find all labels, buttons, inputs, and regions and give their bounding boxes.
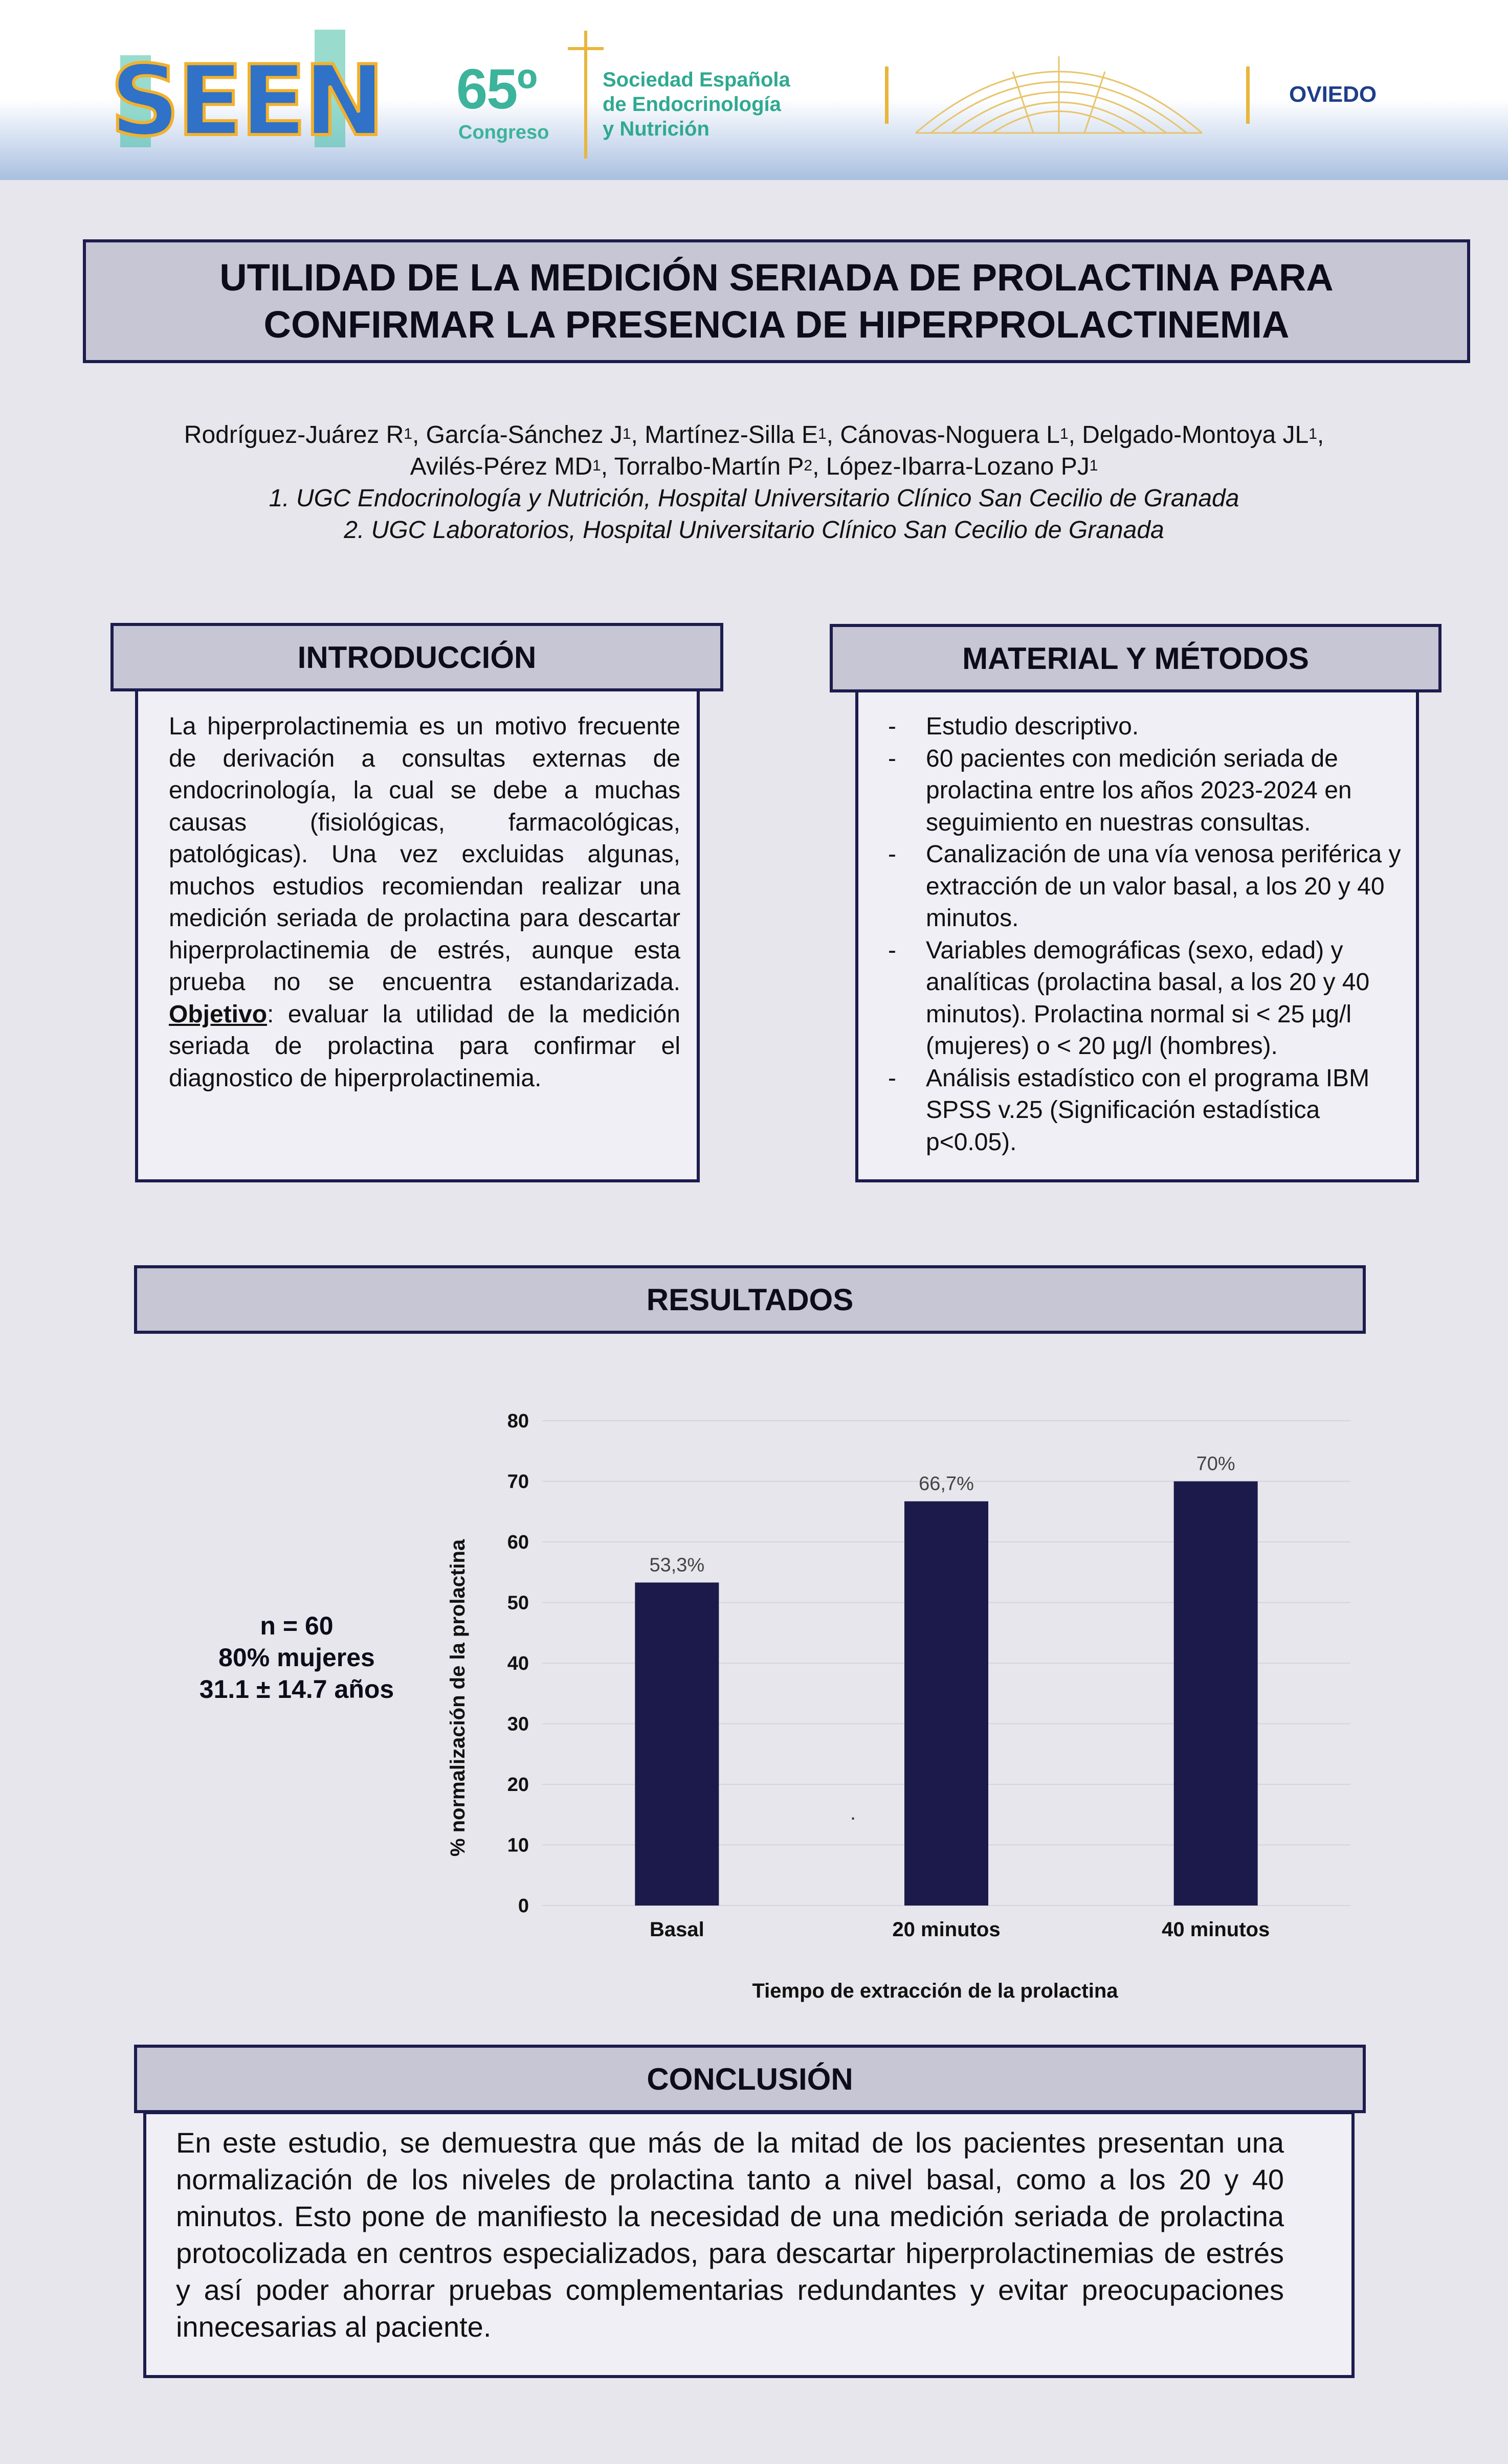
methods-item: - 60 pacientes con medición seriada de prolactina entre los años 2023-2024 en seguimiento en nuestras consultas.	[888, 743, 1405, 839]
conclusion-heading: CONCLUSIÓN	[134, 2045, 1366, 2113]
city-name: OVIEDO	[1289, 82, 1377, 107]
y-tick-label: 20	[507, 1774, 529, 1796]
society-name: Sociedad Española de Endocrinología y Nutrición	[603, 69, 790, 140]
author-name: Martínez-Silla E	[645, 421, 818, 449]
author-name: Cánovas-Noguera L	[840, 421, 1060, 449]
author-name: Torralbo-Martín P	[614, 453, 804, 480]
methods-item: - Variables demográficas (sexo, edad) y analíticas (prolactina basal, a los 20 y 40 minutos). Prolactina normal si < 25 µg/l (mujeres) o < 20 µg/l (hombres).	[888, 935, 1405, 1063]
chart-bars	[635, 1482, 1257, 1906]
methods-body	[855, 688, 1419, 1182]
seen-logo	[110, 25, 382, 158]
y-axis-title: % normalización de la prolactina	[447, 1539, 469, 1857]
introduction-paragraph: La hiperprolactinemia es un motivo frecuente de derivación a consultas externas de endocrinología, la cual se debe a muchas causas (fisiológicas, farmacológicas, patológicas). Una vez excluidas algunas, muchos estudios recomiendan realizar una medición seriada de prolactina para descartar hiperprolactinemia de estrés, aunque esta prueba no se encuentra estandarizada.	[169, 713, 680, 996]
author-affiliation-index: 2	[804, 457, 813, 474]
x-axis-title: Tiempo de extracción de la prolactina	[752, 1980, 1118, 2002]
x-tick-label: Basal	[649, 1918, 704, 1941]
author-affiliation-index: 1	[622, 425, 631, 442]
introduction-heading: INTRODUCCIÓN	[110, 623, 723, 691]
congress-number: 65º	[456, 58, 537, 121]
methods-heading: MATERIAL Y MÉTODOS	[830, 624, 1442, 692]
data-label: 53,3%	[649, 1554, 705, 1576]
y-axis-ticks	[507, 1410, 529, 1917]
chart-gridlines	[542, 1421, 1350, 1906]
conclusion-text: En este estudio, se demuestra que más de la mitad de los pacientes presentan una normalización de los niveles de prolactina tanto a nivel basal, como a los 20 y 40 minutos. Esto pone de manifiesto la necesidad de una medición seriada de prolactina protocolizada en centros especializados, para descartar hiperprolactinemias de estrés y así poder ahorrar pruebas complementarias redundantes y evitar preocupaciones innecesarias al paciente.	[176, 2126, 1284, 2343]
y-tick-label: 70	[507, 1471, 529, 1493]
y-tick-label: 50	[507, 1592, 529, 1614]
author-list: Rodríguez-Juárez $R^1$, García-Sánchez $J^1$, Martínez-Silla $E^1$, Cánovas-Noguera $L^1$, Delgado-Montoya $JL^1$, Avilés-Pérez $MD^1$, Torralbo-Martín $P^2$, López-Ibarra-Lozano $PJ^1$	[184, 421, 1324, 480]
author-name: Avilés-Pérez MD	[410, 453, 593, 480]
introduction-text	[169, 711, 680, 1094]
author-affiliation-index: 1	[817, 425, 827, 442]
stray-mark: .	[850, 1802, 856, 1824]
data-label: 66,7%	[919, 1473, 974, 1495]
data-label: 70%	[1196, 1453, 1235, 1475]
x-tick-label: 20 minutos	[892, 1918, 1001, 1941]
author-affiliation-index: 1	[1059, 425, 1069, 442]
results-heading: RESULTADOS	[134, 1265, 1366, 1334]
stat-n: n = 60	[260, 1611, 334, 1640]
y-tick-label: 0	[518, 1895, 529, 1917]
stat-women: 80% mujeres	[218, 1643, 375, 1672]
stat-age: 31.1 ± 14.7 años	[199, 1675, 394, 1704]
methods-item: - Análisis estadístico con el programa IBM SPSS v.25 (Significación estadística p<0.05).	[888, 1063, 1405, 1159]
title-box	[83, 239, 1470, 363]
x-tick-label: 40 minutos	[1162, 1918, 1270, 1941]
author-affiliation-index: 1	[404, 425, 412, 442]
bar-basal	[635, 1582, 719, 1906]
bar-20-minutos	[904, 1502, 988, 1906]
author-affiliation-index: 1	[1089, 457, 1098, 474]
bar-40-minutos	[1174, 1482, 1258, 1906]
y-tick-label: 10	[507, 1834, 529, 1856]
y-tick-label: 30	[507, 1713, 529, 1735]
author-affiliation-index: 1	[1309, 425, 1317, 442]
conclusion-body	[143, 2111, 1355, 2378]
author-name: Delgado-Montoya JL	[1082, 421, 1309, 449]
header-divider	[885, 66, 889, 124]
cross-icon-bar	[568, 47, 604, 50]
affiliation-1: 1. UGC Endocrinología y Nutrición, Hospital Universitario Clínico San Cecilio de Granada	[269, 485, 1239, 512]
introduction-body	[135, 688, 700, 1182]
methods-item: - Estudio descriptivo.	[888, 711, 1405, 743]
poster-header	[0, 0, 1508, 180]
author-name: García-Sánchez J	[426, 421, 623, 449]
objective-label: Objetivo	[169, 1000, 268, 1028]
x-axis-ticks	[650, 1918, 1270, 1941]
data-labels	[649, 1453, 1235, 1576]
author-affiliation-index: 1	[592, 457, 601, 474]
author-name: López-Ibarra-Lozano PJ	[826, 453, 1090, 480]
seen-logo-text: SEEN	[110, 44, 382, 158]
y-tick-label: 60	[507, 1532, 529, 1553]
y-tick-label: 40	[507, 1653, 529, 1674]
congress-label: Congreso	[458, 122, 549, 143]
poster-title: UTILIDAD DE LA MEDICIÓN SERIADA DE PROLACTINA PARA CONFIRMAR LA PRESENCIA DE HIPERPROLACTINEMIA	[219, 256, 1334, 346]
objective-text: : evaluar la utilidad de la medición seriada de prolactina para confirmar el diagnostico de hiperprolactinemia.	[169, 1000, 680, 1092]
methods-list	[888, 711, 1405, 1158]
building-arch-icon	[911, 31, 1207, 138]
affiliation-2: 2. UGC Laboratorios, Hospital Universitario Clínico San Cecilio de Granada	[344, 517, 1164, 544]
author-name: Rodríguez-Juárez R	[184, 421, 404, 449]
methods-item: - Canalización de una vía venosa periférica y extracción de un valor basal, a los 20 y 40 minutos.	[888, 839, 1405, 935]
header-divider	[1246, 66, 1250, 124]
sample-stats	[174, 1610, 419, 1705]
y-tick-label: 80	[507, 1410, 529, 1432]
authors-block	[153, 419, 1355, 546]
